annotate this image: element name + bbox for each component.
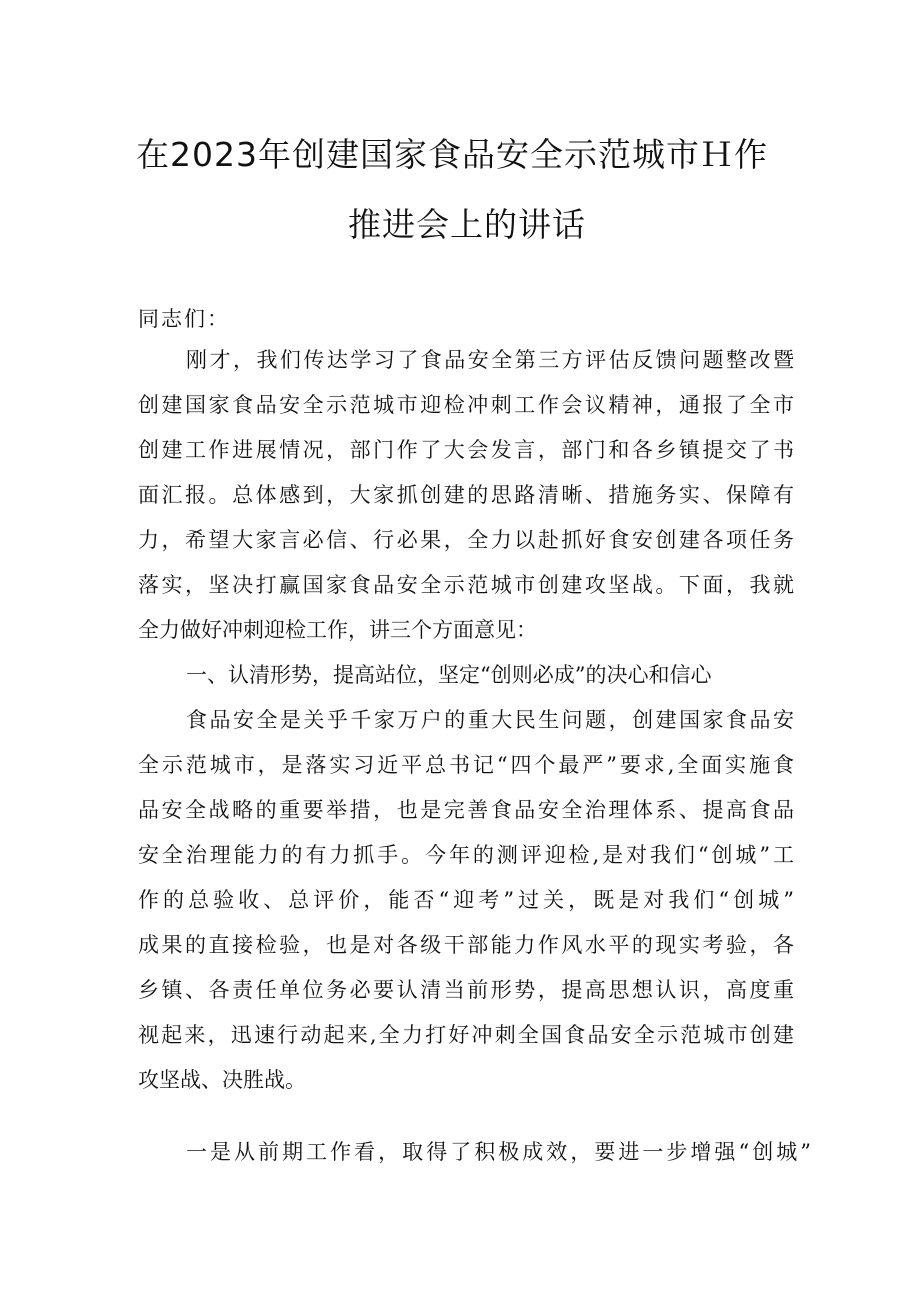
paragraph-line: 乡镇、各责任单位务必要认清当前形势，提高思想认识，高度重 (138, 978, 794, 1002)
paragraph-line: 安全治理能力的有力抓手。今年的测评迎检,是对我们“创城”工 (138, 843, 794, 867)
paragraph-line: 品安全战略的重要举措，也是完善食品安全治理体系、提高食品 (138, 798, 794, 822)
paragraph-line: 落实，坚决打赢国家食品安全示范城市创建攻坚战。下面，我就 (138, 573, 794, 597)
paragraph-line: 创建工作进展情况，部门作了大会发言，部门和各乡镇提交了书 (138, 438, 794, 462)
paragraph-line: 视起来，迅速行动起来,全力打好冲刺全国食品安全示范城市创建 (138, 1023, 794, 1047)
document-title-line-1: 在2023年创建国家食品安全示范城市Ｈ作 (136, 135, 768, 174)
paragraph-line: 全示范城市，是落实习近平总书记“四个最严”要求,全面实施食 (138, 753, 794, 777)
paragraph-line: 作的总验收、总评价，能否“迎考”过关，既是对我们“创城” (138, 888, 794, 912)
paragraph-line: 食品安全是关乎千家万户的重大民生问题，创建国家食品安 (186, 708, 794, 732)
document-title-line-2: 推进会上的讲话 (348, 205, 586, 244)
paragraph-line: 攻坚战、决胜战。 (138, 1068, 306, 1092)
paragraph-line: 成果的直接检验，也是对各级干部能力作风水平的现实考验，各 (138, 933, 794, 957)
paragraph-line: 创建国家食品安全示范城市迎检冲刺工作会议精神，通报了全市 (138, 393, 794, 417)
paragraph-line: 力，希望大家言必信、行必果，全力以赴抓好食安创建各项任务 (138, 528, 794, 552)
salutation: 同志们： (138, 307, 230, 331)
paragraph-line: 全力做好冲刺迎检工作，讲三个方面意见： (138, 618, 537, 642)
subsection-line: 一是从前期工作看，取得了积极成效，要进一步增强“创城” (186, 1140, 811, 1164)
paragraph-line: 刚才，我们传达学习了食品安全第三方评估反馈问题整改暨 (186, 348, 794, 372)
section-heading: 一、认清形势，提高站位，坚定“创则必成”的决心和信心 (186, 663, 712, 687)
paragraph-line: 面汇报。总体感到，大家抓创建的思路清晰、措施务实、保障有 (138, 483, 794, 507)
